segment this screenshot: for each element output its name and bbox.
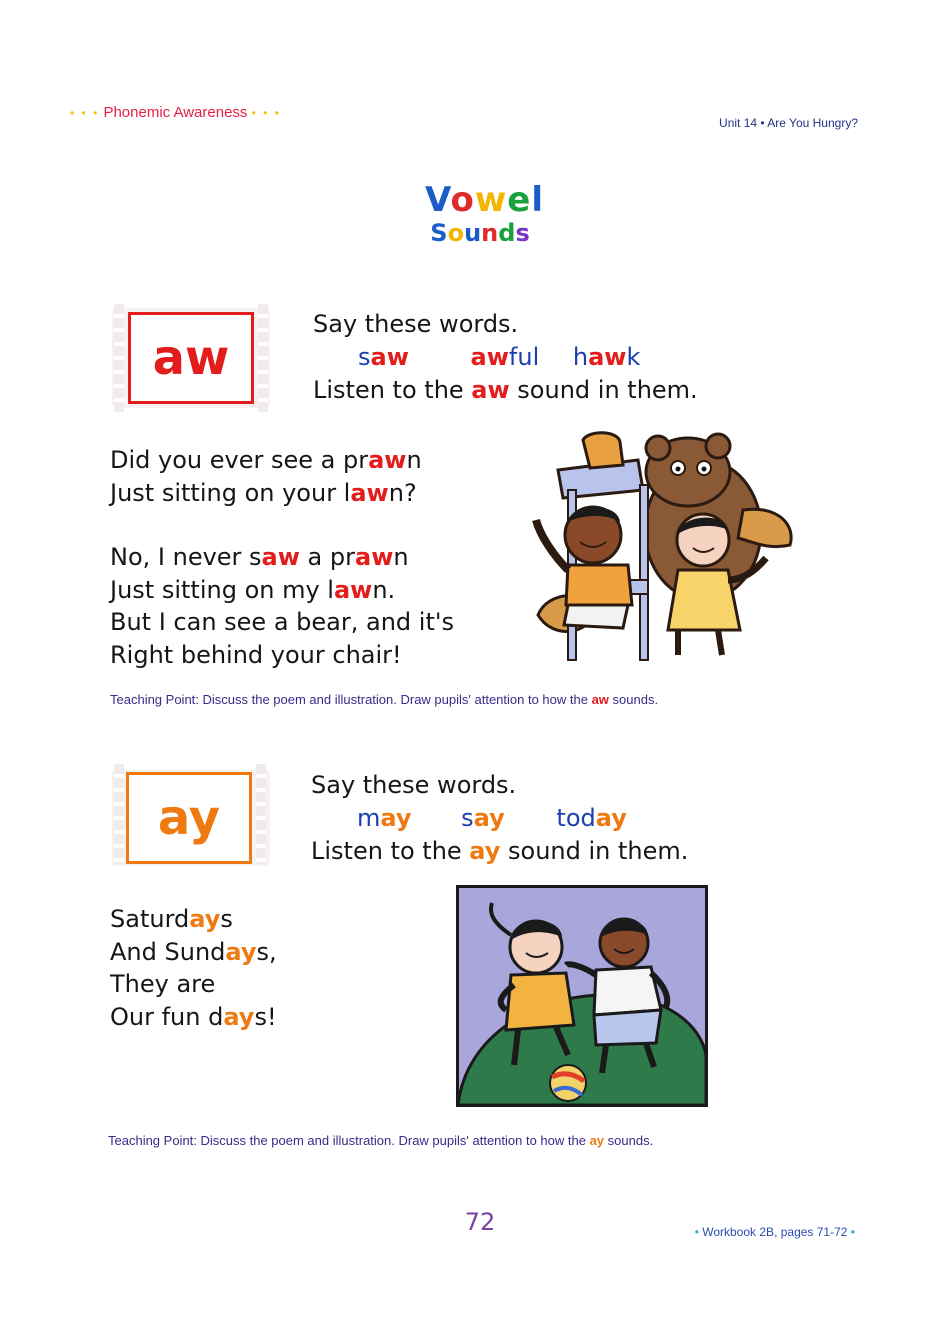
title-line-vowel: Vowel (425, 180, 544, 220)
ay-word-list (357, 802, 653, 835)
page-number: 72 (464, 1208, 496, 1236)
poem-line: Our fun days! (110, 1002, 277, 1031)
poem-line: No, I never saw a prawn (110, 543, 409, 571)
ay-card: ay (126, 772, 252, 864)
aw-word: awful (470, 343, 540, 371)
section-label (70, 104, 281, 121)
title-line-sounds: Sounds (430, 219, 530, 247)
poem-line: Saturdays (110, 905, 233, 933)
aw-listen-line: Listen to the aw sound in them. (313, 376, 698, 404)
aw-teaching-point: Teaching Point: Discuss the poem and illustration. Draw pupils' attention to how the aw sounds. (110, 692, 659, 707)
aw-intro: Say these words. (313, 310, 519, 338)
ay-word: today (556, 804, 627, 832)
aw-card-stripe-right (258, 304, 268, 414)
poem-line: Did you ever see a prawn (110, 446, 422, 474)
aw-word-list (358, 341, 666, 374)
poem-line: Just sitting on my lawn. (110, 575, 396, 604)
bear-chair-illustration (528, 430, 800, 668)
ay-word: say (461, 804, 505, 832)
poem-line: They are (110, 970, 216, 998)
ay-listen-line: Listen to the ay sound in them. (311, 837, 689, 865)
aw-card: aw (128, 312, 254, 404)
section-label-text: Phonemic Awareness (103, 104, 248, 121)
aw-word: saw (358, 343, 409, 371)
stanza-gap (110, 509, 454, 541)
poem-line: Right behind your chair! (110, 640, 402, 669)
ay-card-stripe-right (256, 764, 266, 864)
dots-decoration-left: • • • (70, 106, 100, 120)
ay-card-stripe-left (114, 764, 124, 864)
aw-card-stripe-left (114, 304, 124, 414)
page-title (425, 180, 544, 247)
unit-title: Unit 14 • Are You Hungry? (719, 116, 858, 130)
aw-word: hawk (572, 343, 641, 371)
ay-poem (110, 903, 277, 1033)
workbook-reference: • Workbook 2B, pages 71-72 • (694, 1225, 855, 1239)
poem-line: But I can see a bear, and it's (110, 608, 454, 636)
poem-line: Just sitting on your lawn? (110, 478, 417, 507)
poem-line: And Sundays, (110, 937, 277, 966)
aw-poem (110, 444, 454, 671)
dots-decoration-right: • • • (251, 106, 281, 120)
ay-intro: Say these words. (311, 771, 517, 799)
bullet-icon: • (694, 1225, 699, 1239)
ay-word: may (357, 804, 412, 832)
dancing-kids-illustration (456, 885, 708, 1107)
ay-teaching-point: Teaching Point: Discuss the poem and illustration. Draw pupils' attention to how the ay sounds. (108, 1133, 654, 1148)
bullet-icon: • (850, 1225, 855, 1239)
